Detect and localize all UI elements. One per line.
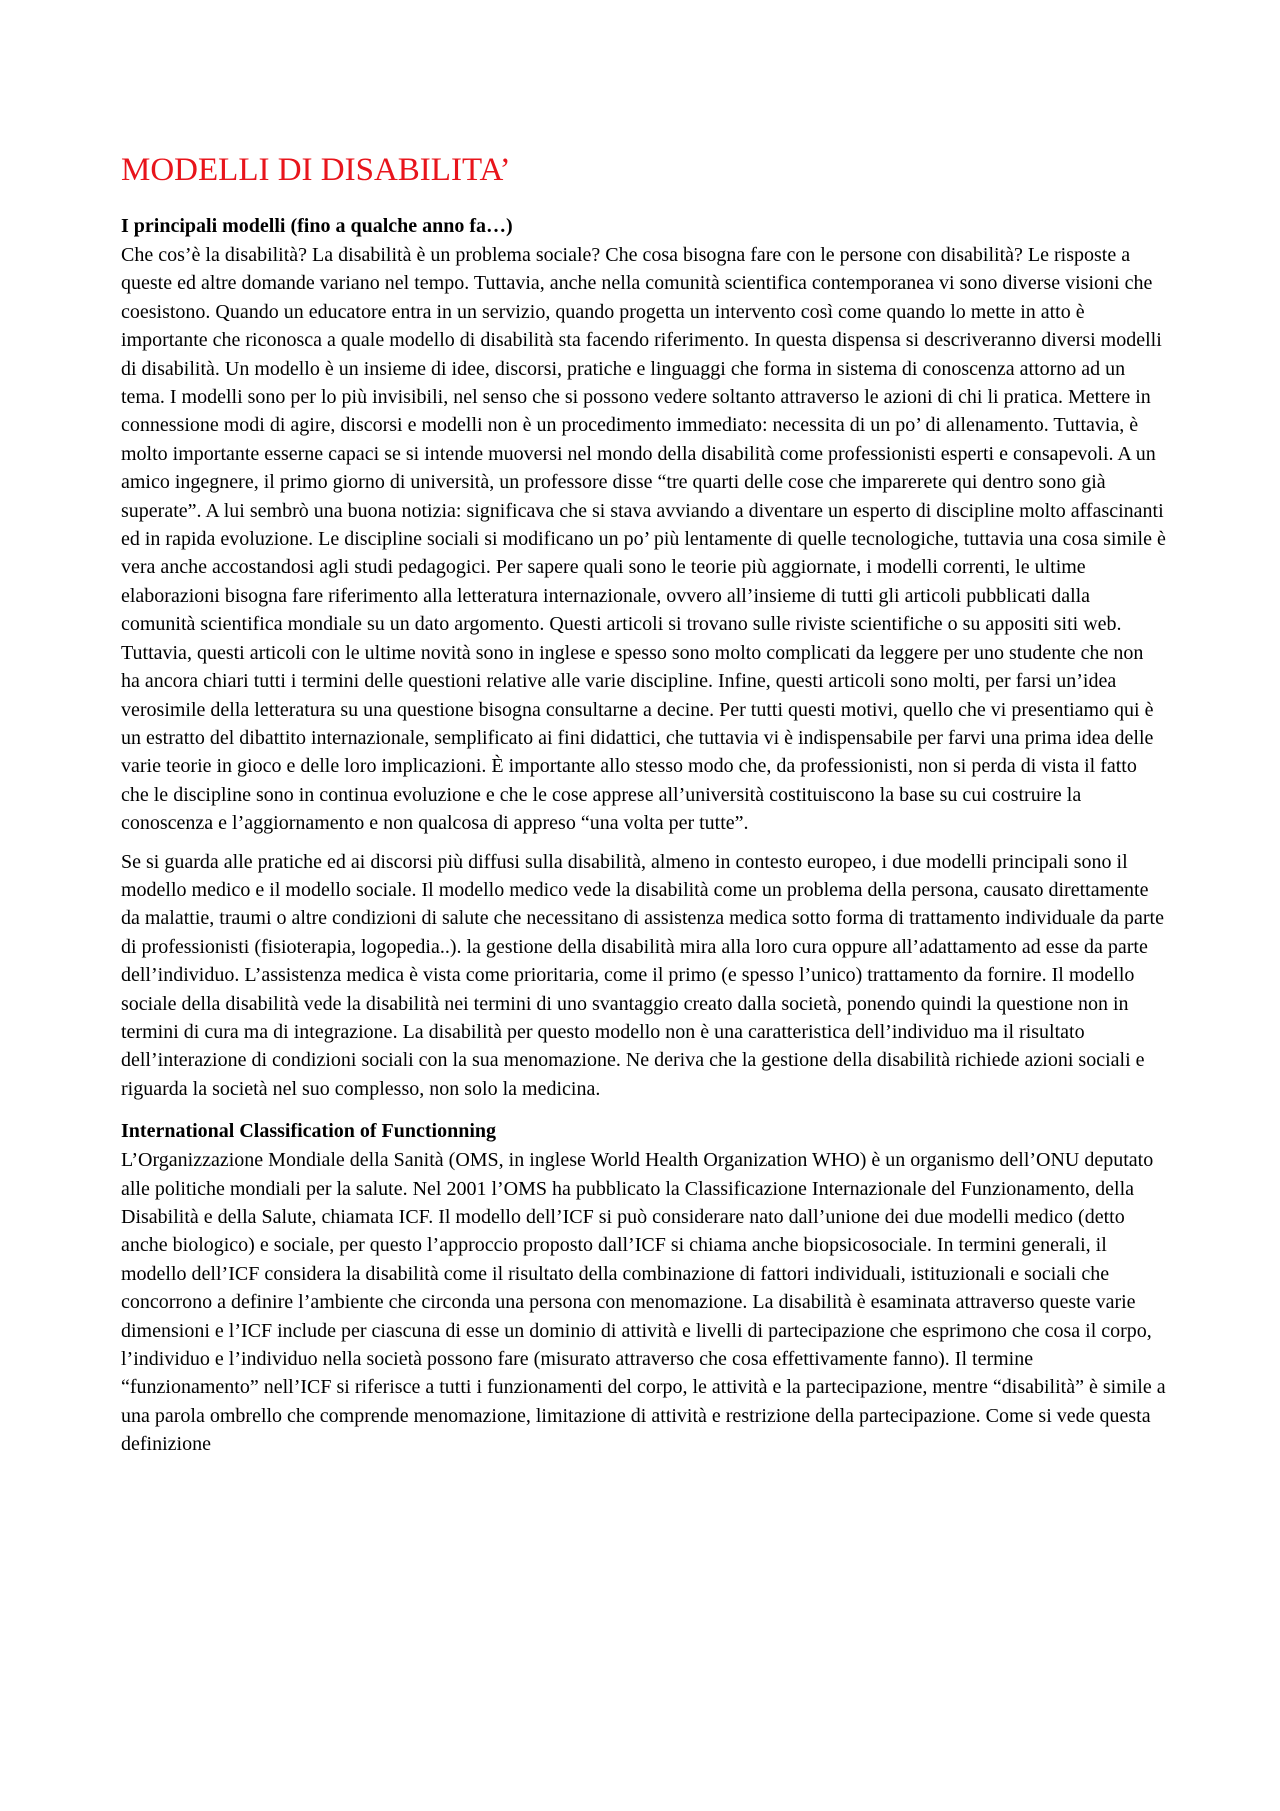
body-paragraph: L’Organizzazione Mondiale della Sanità (OMS, in inglese World Health Organization WHO) è un organismo dell’ONU deputato alle politiche mondiali per la salute. Nel 2001 l’OMS ha pubblicato la Classificazione Internazionale del Funzionamento, della Disabilità e della Salute, chiamata ICF. Il modello dell’ICF si può considerare nato dall’unione dei due modelli medico (detto anche biologico) e sociale, per questo l’approccio proposto dall’ICF si chiama anche biopsicosociale. In termini generali, il modello dell’ICF considera la disabilità come il risultato della combinazione di fattori individuali, istituzionali e sociali che concorrono a definire l’ambiente che circonda una persona con menomazione. La disabilità è esaminata attraverso queste varie dimensioni e l’ICF include per ciascuna di esse un dominio di attività e livelli di partecipazione che esprimono che cosa il corpo, l’individuo e l’individuo nella società possono fare (misurato attraverso che cosa effettivamente fanno). Il termine “funzionamento” nell’ICF si riferisce a tutti i funzionamenti del corpo, le attività e la partecipazione, mentre “disabilità” è simile a una parola ombrello che comprende menomazione, limitazione di attività e restrizione della partecipazione. Come si vede questa definizione (121, 1149, 1166, 1456)
document-title: MODELLI DI DISABILITA’ (121, 152, 511, 188)
document-page (121, 150, 1166, 1473)
body-paragraph: Se si guarda alle pratiche ed ai discorsi più diffusi sulla disabilità, almeno in contesto europeo, i due modelli principali sono il modello medico e il modello sociale. Il modello medico vede la disabilità come un problema della persona, causato direttamente da malattie, traumi o altre condizioni di salute che necessitano di assistenza medica sotto forma di trattamento individuale da parte di professionisti (fisioterapia, logopedia..). la gestione della disabilità mira alla loro cura oppure all’adattamento ad esse da parte dell’individuo. L’assistenza medica è vista come prioritaria, come il primo (e spesso l’unico) trattamento da fornire. Il modello sociale della disabilità vede la disabilità nei termini di uno svantaggio creato dalla società, ponendo quindi la questione non in termini di cura ma di integrazione. La disabilità per questo modello non è una caratteristica dell’individuo ma il risultato dell’interazione di condizioni sociali con la sua menomazione. Ne deriva che la gestione della disabilità richiede azioni sociali e riguarda la società nel suo complesso, non solo la medicina. (121, 850, 1164, 1100)
section-principali-modelli (121, 212, 1166, 1103)
body-paragraph: Che cos’è la disabilità? La disabilità è un problema sociale? Che cosa bisogna fare con le persone con disabilità? Le risposte a queste ed altre domande variano nel tempo. Tuttavia, anche nella comunità scientifica contemporanea vi sono diverse visioni che coesistono. Quando un educatore entra in un servizio, quando progetta un intervento così come quando lo mette in atto è importante che riconosca a quale modello di disabilità sta facendo riferimento. In questa dispensa si descriveranno diversi modelli di disabilità. Un modello è un insieme di idee, discorsi, pratiche e linguaggi che forma in sistema di conoscenza attorno ad un tema. I modelli sono per lo più invisibili, nel senso che si possono vedere soltanto attraverso le azioni di chi li pratica. Mettere in connessione modi di agire, discorsi e modelli non è un procedimento immediato: necessita di un po’ di allenamento. Tuttavia, è molto importante esserne capaci se si intende muoversi nel mondo della disabilità come professionisti esperti e consapevoli. A un amico ingegnere, il primo giorno di università, un professore disse “tre quarti delle cose che imparerete qui dentro sono già superate”. A lui sembrò una buona notizia: significava che si stava avviando a diventare un esperto di discipline molto affascinanti ed in rapida evoluzione. Le discipline sociali si modificano un po’ più lentamente di quelle tecnologiche, tuttavia una cosa simile è vera anche accostandosi agli studi pedagogici. Per sapere quali sono le teorie più aggiornate, i modelli correnti, le ultime elaborazioni bisogna fare riferimento alla letteratura internazionale, ovvero all’insieme di tutti gli articoli pubblicati dalla comunità scientifica mondiale su un dato argomento. Questi articoli si trovano sulle riviste scientifiche o su appositi siti web. Tuttavia, questi articoli con le ultime novità sono in inglese e spesso sono molto complicati da leggere per uno studente che non ha ancora chiari tutti i termini delle questioni relative alle varie discipline. Infine, questi articoli sono molti, per farsi un’idea verosimile della letteratura su una questione bisogna consultarne a decine. Per tutti questi motivi, quello che vi presentiamo qui è un estratto del dibattito internazionale, semplificato ai fini didattici, che tuttavia vi è indispensabile per farvi una prima idea delle varie teorie in gioco e delle loro implicazioni. È importante allo stesso modo che, da professionisti, non si perda di vista il fatto che le discipline sono in continua evoluzione e che le cose apprese all’università costituiscono la base su cui costruire la conoscenza e l’aggiornamento e non qualcosa di appreso “una volta per tutte”. (121, 244, 1166, 835)
section-heading: I principali modelli (fino a qualche anno fa…) (121, 215, 513, 237)
section-heading: International Classification of Functionning (121, 1120, 497, 1143)
section-icf (121, 1117, 1166, 1458)
